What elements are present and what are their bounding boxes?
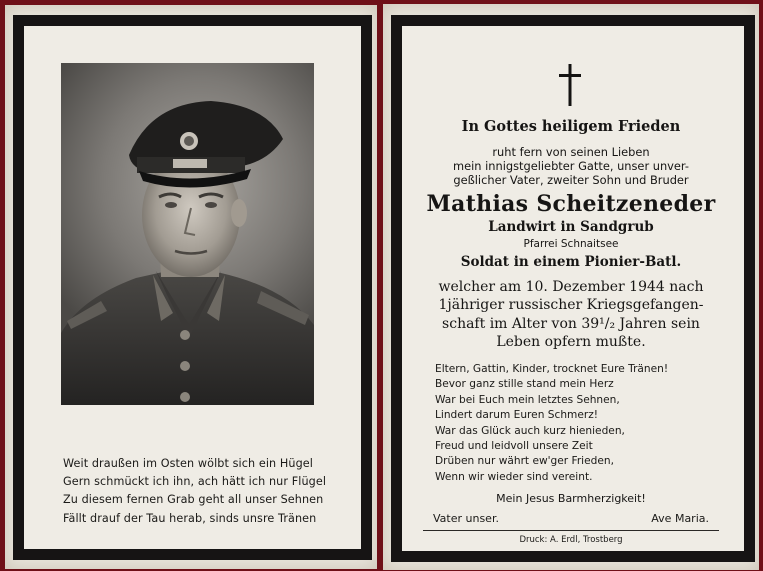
- death-line: 1jähriger russischer Kriegsgefangen-: [438, 297, 704, 314]
- poem-line: Freud und leidvoll unsere Zeit: [435, 440, 593, 453]
- poem-line: Zu diesem fernen Grab geht all unser Sehnen: [63, 493, 324, 507]
- printer-credit: Druck: A. Erdl, Trostberg: [519, 535, 623, 545]
- closing-right: Ave Maria.: [651, 512, 709, 525]
- poem-line: War bei Euch mein letztes Sehnen,: [435, 393, 620, 406]
- poem-line: Weit draußen im Osten wölbt sich ein Hügel: [63, 457, 313, 470]
- left-memorial-poem: [63, 455, 353, 528]
- intro-line: geßlicher Vater, zweiter Sohn und Bruder: [453, 173, 689, 188]
- poem-line: Lindert darum Euren Schmerz!: [435, 409, 599, 422]
- intro-line: mein innigstgeliebter Gatte, unser unver-: [452, 159, 690, 174]
- left-memorial-panel: [5, 5, 377, 569]
- poem-line: War das Glück auch kurz hienieden,: [435, 424, 625, 437]
- closing-prayers: [433, 512, 709, 525]
- death-line: schaft im Alter von 39¹/₂ Jahren sein: [442, 315, 700, 332]
- poem-line: Wenn wir wieder sind vereint.: [435, 470, 593, 483]
- death-line: Leben opfern mußte.: [496, 334, 646, 351]
- poem-line: Drüben nur währt ew'ger Frieden,: [435, 455, 614, 468]
- occupation: Landwirt in Sandgrub: [488, 219, 654, 235]
- death-text: [383, 278, 759, 352]
- poem-line: Gern schmückt ich ihn, ach hätt ich nur Flügel: [63, 475, 327, 489]
- parish: Pfarrei Schnaitsee: [523, 238, 619, 250]
- heading: In Gottes heiligem Frieden: [461, 118, 681, 135]
- right-memorial-poem: [435, 362, 735, 485]
- intro-line: ruht fern von seinen Lieben: [492, 145, 650, 159]
- prayer-line: Mein Jesus Barmherzigkeit!: [496, 492, 646, 505]
- divider: [423, 530, 719, 531]
- poem-line: Bevor ganz stille stand mein Herz: [435, 378, 614, 391]
- deceased-name: Mathias Scheitzeneder: [426, 191, 716, 217]
- right-memorial-panel: [383, 4, 759, 570]
- death-line: welcher am 10. Dezember 1944 nach: [438, 279, 704, 295]
- soldier-line: Soldat in einem Pionier-Batl.: [460, 254, 682, 270]
- poem-line: Eltern, Gattin, Kinder, trocknet Eure Tränen!: [435, 363, 669, 375]
- closing-left: Vater unser.: [433, 512, 499, 525]
- intro-text: [383, 145, 759, 188]
- cross-icon: [559, 64, 581, 106]
- poem-line: Fällt drauf der Tau herab, sinds unsre Tränen: [63, 511, 317, 525]
- portrait-photo: [61, 63, 314, 405]
